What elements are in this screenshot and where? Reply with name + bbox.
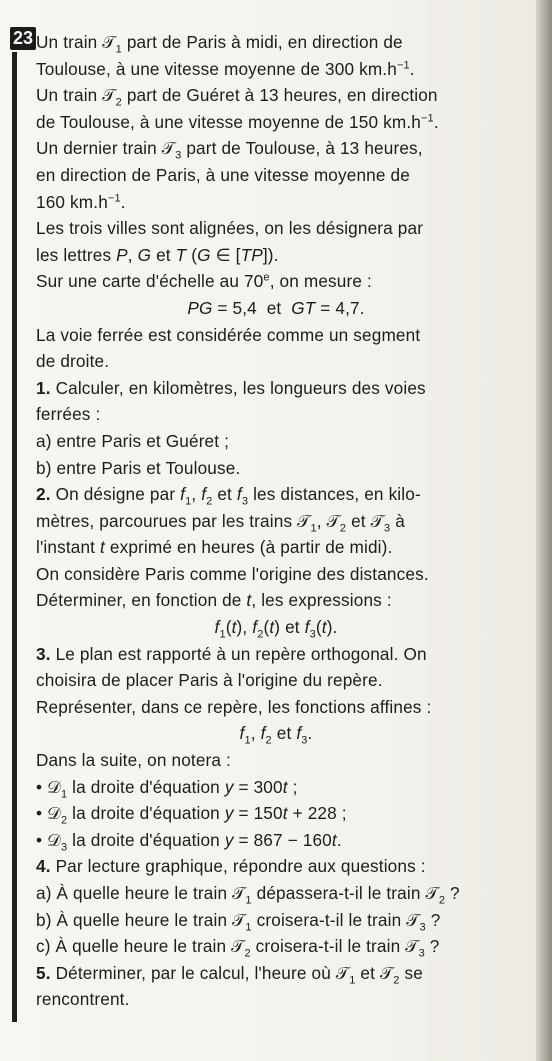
paragraph <box>36 268 516 295</box>
paragraph <box>36 747 516 774</box>
text-line: Les trois villes sont alignées, on les désignera par <box>36 218 424 239</box>
text-line: La voie ferrée est considérée comme un segment <box>36 324 421 345</box>
paragraph <box>36 322 516 375</box>
text-line: Un dernier train 𝒯$_3$ part de Toulouse, à 13 heures, <box>36 138 423 162</box>
paragraph <box>36 587 516 614</box>
text-line: Représenter, dans ce repère, les fonctions affines : <box>36 696 432 717</box>
paragraph <box>36 375 516 428</box>
text-line: c) À quelle heure le train 𝒯$_2$ croisera-t-il le train 𝒯$_3$ ? <box>36 936 440 960</box>
text-line: Déterminer, en fonction de t, les expressions : <box>36 590 392 611</box>
paragraph <box>36 933 516 960</box>
paragraph <box>36 800 516 827</box>
text-line: ferrées : <box>36 404 101 425</box>
text-line: $f_1$, $f_2$ et $f_3$. <box>239 723 313 747</box>
text-line: • 𝒟$_3$ la droite d'équation y = 867 − 160t. <box>36 829 342 854</box>
text-line: PG = 5,4 et GT = 4,7. <box>187 297 365 318</box>
paragraph <box>36 853 516 880</box>
paragraph <box>36 694 516 721</box>
text-line: 3. Le plan est rapporté à un repère orthogonal. On <box>36 643 427 664</box>
text-line: Un train 𝒯$_2$ part de Guéret à 13 heures, en direction <box>36 85 438 109</box>
paragraph <box>36 720 516 747</box>
text-line: 2. On désigne par $f_1$, $f_2$ et $f_3$ les distances, en kilo- <box>36 484 421 508</box>
text-line: Toulouse, à une vitesse moyenne de 300 $km.h^{-1}$. <box>36 58 415 79</box>
paragraph <box>36 880 516 907</box>
paragraph <box>36 641 516 694</box>
paragraph <box>36 215 516 268</box>
text-line: a) À quelle heure le train 𝒯$_1$ dépassera-t-il le train 𝒯$_2$ ? <box>36 883 460 907</box>
text-line: On considère Paris comme l'origine des distances. <box>36 563 429 584</box>
paragraph <box>36 960 516 1013</box>
text-line: de droite. <box>36 351 110 372</box>
exercise-number: 23 <box>10 27 36 50</box>
text-line: les lettres P, G et T (G ∈ [TP]). <box>36 244 279 265</box>
text-line: b) entre Paris et Toulouse. <box>36 457 241 478</box>
paragraph <box>36 614 516 641</box>
exercise-text <box>36 29 516 1013</box>
text-line: 5. Déterminer, par le calcul, l'heure où 𝒯$_1$ et 𝒯$_2$ se <box>36 962 423 987</box>
paragraph <box>36 428 516 455</box>
paragraph <box>36 907 516 934</box>
text-line: 1. Calculer, en kilomètres, les longueurs des voies <box>36 377 426 398</box>
text-line: rencontrent. <box>36 989 130 1010</box>
text-line: • 𝒟$_2$ la droite d'équation y = 150t + 228 ; <box>36 803 347 827</box>
text-line: mètres, parcourues par les trains 𝒯$_1$, 𝒯$_2$ et 𝒯$_3$ à <box>36 510 405 535</box>
page-binding-edge <box>536 0 552 1061</box>
paragraph <box>36 29 516 82</box>
text-line: l'instant t exprimé en heures (à partir de midi). <box>36 537 393 558</box>
text-line: $f_1(t)$, $f_2(t)$ et $f_3(t)$. <box>214 617 338 641</box>
text-line: en direction de Paris, à une vitesse moyenne de <box>36 164 410 185</box>
text-line: • 𝒟$_1$ la droite d'équation y = 300t ; <box>36 776 298 801</box>
text-line: b) À quelle heure le train 𝒯$_1$ croisera-t-il le train 𝒯$_3$ ? <box>36 909 441 934</box>
text-line: 160 $km.h^{-1}$. <box>36 191 126 212</box>
paragraph <box>36 827 516 854</box>
text-line: de Toulouse, à une vitesse moyenne de 150 $km.h^{-1}$. <box>36 111 439 132</box>
paragraph <box>36 295 516 322</box>
paragraph <box>36 455 516 482</box>
text-line: Un train 𝒯$_1$ part de Paris à midi, en direction de <box>36 32 403 56</box>
text-line: choisira de placer Paris à l'origine du repère. <box>36 670 383 691</box>
exercise-margin-bar <box>12 52 17 1022</box>
paragraph <box>36 135 516 215</box>
text-line: Dans la suite, on notera : <box>36 750 231 771</box>
paragraph <box>36 82 516 135</box>
paragraph <box>36 774 516 801</box>
paragraph <box>36 481 516 561</box>
text-line: a) entre Paris et Guéret ; <box>36 430 230 451</box>
paragraph <box>36 561 516 588</box>
text-line: 4. Par lecture graphique, répondre aux questions : <box>36 856 426 877</box>
text-line: Sur une carte d'échelle au 70e, on mesure : <box>36 271 372 292</box>
